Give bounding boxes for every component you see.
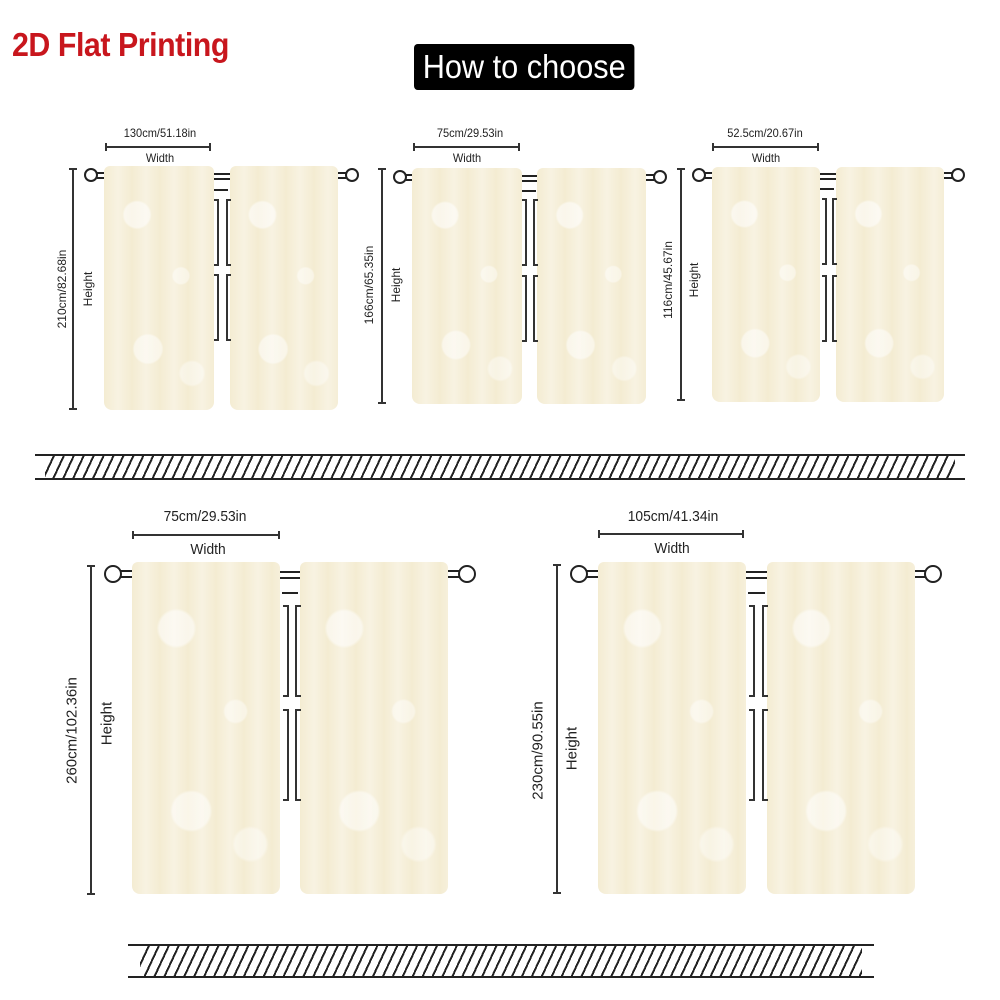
height-caption: Height xyxy=(389,267,403,303)
width-caption: Width xyxy=(751,151,781,165)
curtain-rod-ring-icon xyxy=(458,565,476,583)
width-caption: Width xyxy=(452,151,482,165)
curtain-rod xyxy=(746,577,767,579)
curtain-panel-left xyxy=(132,562,280,894)
height-value: 210cm/82.68in xyxy=(55,249,69,329)
curtain-rod-ring-icon xyxy=(653,170,667,184)
curtain-rod-ring-icon xyxy=(692,168,706,182)
width-caption: Width xyxy=(654,540,690,557)
curtain-panel-right xyxy=(836,167,944,402)
width-caption: Width xyxy=(145,151,175,165)
width-value: 75cm/29.53in xyxy=(436,126,504,140)
curtain-rod xyxy=(522,180,537,182)
curtain-rod xyxy=(280,571,300,573)
gap-bracket xyxy=(522,199,527,266)
height-dimension-line xyxy=(90,565,92,895)
curtain-panel-right xyxy=(230,166,338,410)
height-dimension-line xyxy=(72,168,74,410)
gap-bracket xyxy=(533,199,538,266)
curtain-rod-ring-icon xyxy=(570,565,588,583)
curtain-panel-left xyxy=(598,562,746,894)
height-value: 116cm/45.67in xyxy=(661,241,675,319)
curtain-rod-ring-icon xyxy=(345,168,359,182)
height-dimension-line xyxy=(680,168,682,401)
width-value: 130cm/51.18in xyxy=(123,126,197,140)
curtain-panel-right xyxy=(767,562,915,894)
gap-bracket xyxy=(822,198,827,265)
height-caption: Height xyxy=(98,701,116,746)
gap-bracket xyxy=(295,709,301,801)
curtain-rod xyxy=(280,577,300,579)
curtain-rod xyxy=(522,190,536,192)
gap-bracket xyxy=(226,199,231,266)
gap-bracket xyxy=(522,275,527,342)
gap-bracket xyxy=(533,275,538,342)
curtain-rod xyxy=(214,189,228,191)
gap-bracket xyxy=(283,709,289,801)
curtain-rod-ring-icon xyxy=(951,168,965,182)
height-caption: Height xyxy=(81,271,95,307)
height-dimension-line xyxy=(556,564,558,894)
width-dimension-line xyxy=(598,533,744,535)
height-value: 230cm/90.55in xyxy=(529,701,547,800)
width-value: 75cm/29.53in xyxy=(163,508,247,525)
gap-bracket xyxy=(832,275,837,342)
height-caption: Height xyxy=(563,726,581,771)
height-dimension-line xyxy=(381,168,383,404)
curtain-panel-right xyxy=(300,562,448,894)
curtain-rod-ring-icon xyxy=(84,168,98,182)
gap-bracket xyxy=(214,199,219,266)
width-value: 52.5cm/20.67in xyxy=(727,126,803,140)
gap-bracket xyxy=(295,605,301,697)
curtain-rod xyxy=(746,571,767,573)
gap-bracket xyxy=(762,709,768,801)
curtain-rod xyxy=(522,175,537,177)
curtain-rod xyxy=(748,592,765,594)
curtain-rod xyxy=(820,188,834,190)
curtain-rod-ring-icon xyxy=(924,565,942,583)
curtain-panel-right xyxy=(537,168,646,404)
curtain-rod xyxy=(214,178,230,180)
curtain-rod xyxy=(820,173,836,175)
height-value: 260cm/102.36in xyxy=(63,677,81,784)
gap-bracket xyxy=(214,274,219,341)
width-value: 105cm/41.34in xyxy=(627,508,719,525)
gap-bracket xyxy=(283,605,289,697)
gap-bracket xyxy=(822,275,827,342)
gap-bracket xyxy=(749,605,755,697)
how-to-choose-badge: How to choose xyxy=(414,44,634,90)
gap-bracket xyxy=(762,605,768,697)
curtain-rod-ring-icon xyxy=(393,170,407,184)
width-dimension-line xyxy=(413,146,520,148)
curtain-panel-left xyxy=(412,168,522,404)
gap-bracket xyxy=(226,274,231,341)
curtain-panel-left xyxy=(104,166,214,410)
width-dimension-line xyxy=(105,146,211,148)
height-caption: Height xyxy=(687,262,701,298)
page-title: 2D Flat Printing xyxy=(12,26,229,63)
curtain-rod xyxy=(282,592,298,594)
gap-bracket xyxy=(749,709,755,801)
height-value: 166cm/65.35in xyxy=(362,245,376,325)
curtain-panel-left xyxy=(712,167,820,402)
curtain-rod xyxy=(820,178,836,180)
width-caption: Width xyxy=(190,541,226,558)
curtain-rod xyxy=(214,173,230,175)
curtain-rod-ring-icon xyxy=(104,565,122,583)
width-dimension-line xyxy=(712,146,819,148)
gap-bracket xyxy=(832,198,837,265)
width-dimension-line xyxy=(132,534,280,536)
